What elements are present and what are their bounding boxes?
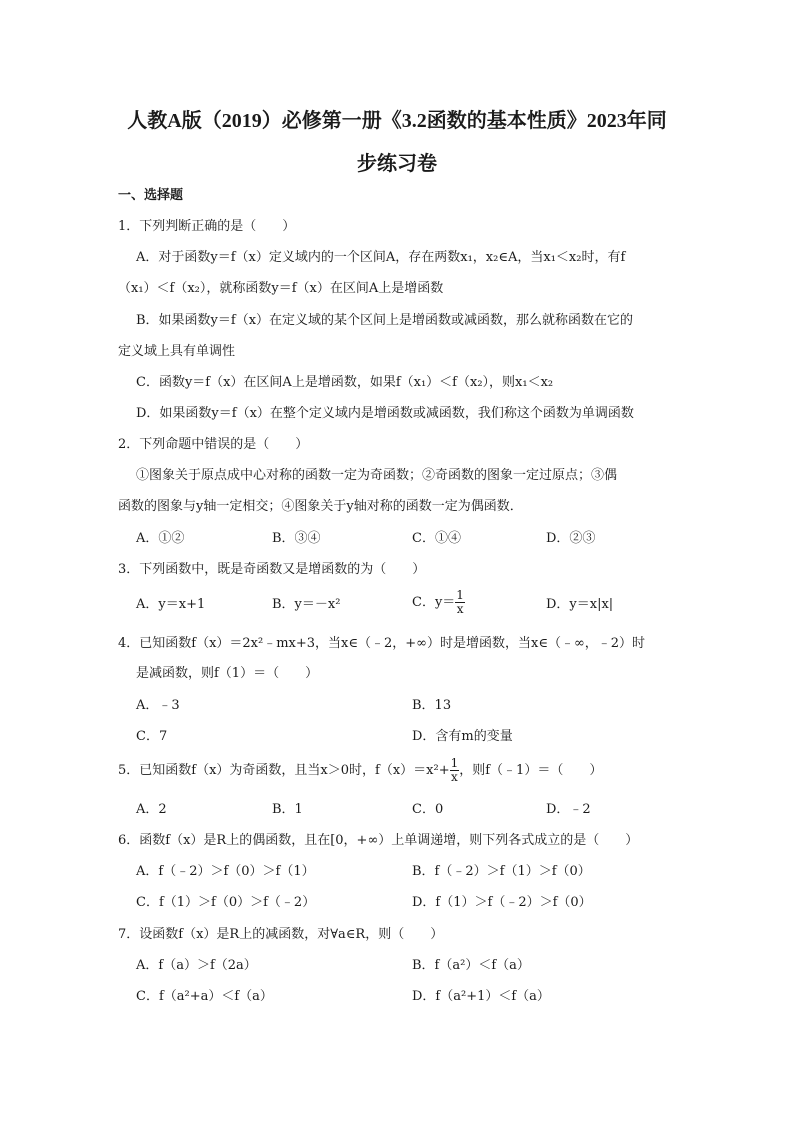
question-3-option-a: A．y＝x+1 (136, 597, 206, 612)
question-3-option-b: B．y＝－x² (272, 597, 341, 612)
fraction-denominator: x (456, 602, 464, 616)
question-2-option-c: C．①④ (412, 531, 461, 546)
question-5-option-c: C．0 (412, 802, 444, 817)
question-7-stem: 7．设函数f（x）是R上的减函数，对∀a∈R，则（ ） (118, 927, 444, 942)
question-4-option-b: B．13 (412, 698, 452, 713)
question-7-option-c: C．f（a²+a）＜f（a） (136, 989, 273, 1004)
question-3-stem: 3．下列函数中，既是奇函数又是增函数的为（ ） (118, 562, 426, 577)
question-1-option-a-line-2: （x₁）＜f（x₂），就称函数y＝f（x）在区间A上是增函数 (118, 281, 444, 296)
question-1-option-d: D．如果函数y＝f（x）在整个定义域内是增函数或减函数，我们称这个函数为单调函数 (136, 406, 634, 421)
question-5-stem-suffix: ，则f（﹣1）＝（ ） (459, 763, 603, 778)
question-2-stem: 2．下列命题中错误的是（ ） (118, 437, 309, 452)
question-4-option-a: A．﹣3 (136, 698, 180, 713)
question-6-option-a: A．f（﹣2）＞f（0）＞f（1） (136, 864, 315, 879)
question-6-stem: 6．函数f（x）是R上的偶函数，且在[0，+∞）上单调递增，则下列各式成立的是（ ） (118, 833, 639, 848)
question-3-option-d: D．y＝x|x| (546, 597, 614, 612)
question-7-option-b: B．f（a²）＜f（a） (412, 958, 530, 973)
fraction-numerator: 1 (450, 756, 459, 770)
question-3-option-c (412, 589, 465, 616)
question-2-option-d: D．②③ (546, 531, 596, 546)
question-4-stem-line-1: 4．已知函数f（x）＝2x²﹣mx+3，当x∈（﹣2，+∞）时是增函数，当x∈（﹣∞，﹣2）时 (118, 636, 646, 651)
question-6-option-d: D．f（1）＞f（﹣2）＞f（0） (412, 895, 592, 910)
question-3-option-c-prefix: C．y＝ (412, 595, 456, 610)
question-4-option-d: D．含有m的变量 (412, 729, 513, 744)
question-4-stem-line-2: 是减函数，则f（1）＝（ ） (136, 666, 319, 681)
section-heading: 一、选择题 (118, 187, 184, 202)
question-5-option-d: D．﹣2 (546, 802, 591, 817)
question-5-stem (118, 757, 602, 784)
question-2-option-b: B．③④ (272, 531, 321, 546)
question-6-option-b: B．f（﹣2）＞f（1）＞f（0） (412, 864, 591, 879)
page-title-line-2: 步练习卷 (357, 153, 437, 175)
question-1-option-b-line-2: 定义域上具有单调性 (118, 344, 236, 359)
page-title-line-1: 人教A版（2019）必修第一册《3.2函数的基本性质》2023年同 (127, 110, 667, 132)
question-1-stem: 1．下列判断正确的是（ ） (118, 219, 296, 234)
question-2-option-a: A．①② (136, 531, 185, 546)
question-5-option-a: A．2 (136, 802, 167, 817)
question-2-statements-line-2: 函数的图象与y轴一定相交；④图象关于y轴对称的函数一定为偶函数． (118, 499, 523, 514)
fraction-numerator: 1 (456, 588, 464, 602)
fraction-denominator: x (451, 770, 458, 784)
question-1-option-a-line-1: A．对于函数y＝f（x）定义域内的一个区间A，存在两数x₁，x₂∈A，当x₁＜x₂时，有f (136, 250, 626, 265)
fraction (450, 757, 460, 784)
question-4-option-c: C．7 (136, 729, 168, 744)
question-5-stem-prefix: 5．已知函数f（x）为奇函数，且当x＞0时，f（x）＝x²+ (118, 763, 450, 778)
question-2-statements-line-1: ①图象关于原点成中心对称的函数一定为奇函数；②奇函数的图象一定过原点；③偶 (136, 468, 618, 483)
question-1-option-b-line-1: B．如果函数y＝f（x）在定义域的某个区间上是增函数或减函数，那么就称函数在它的 (136, 313, 634, 328)
fraction (455, 589, 465, 616)
question-5-option-b: B．1 (272, 802, 303, 817)
question-6-option-c: C．f（1）＞f（0）＞f（﹣2） (136, 895, 316, 910)
question-1-option-c: C．函数y＝f（x）在区间A上是增函数，如果f（x₁）＜f（x₂），则x₁＜x₂ (136, 375, 554, 390)
question-7-option-d: D．f（a²+1）＜f（a） (412, 989, 550, 1004)
question-7-option-a: A．f（a）＞f（2a） (136, 958, 257, 973)
